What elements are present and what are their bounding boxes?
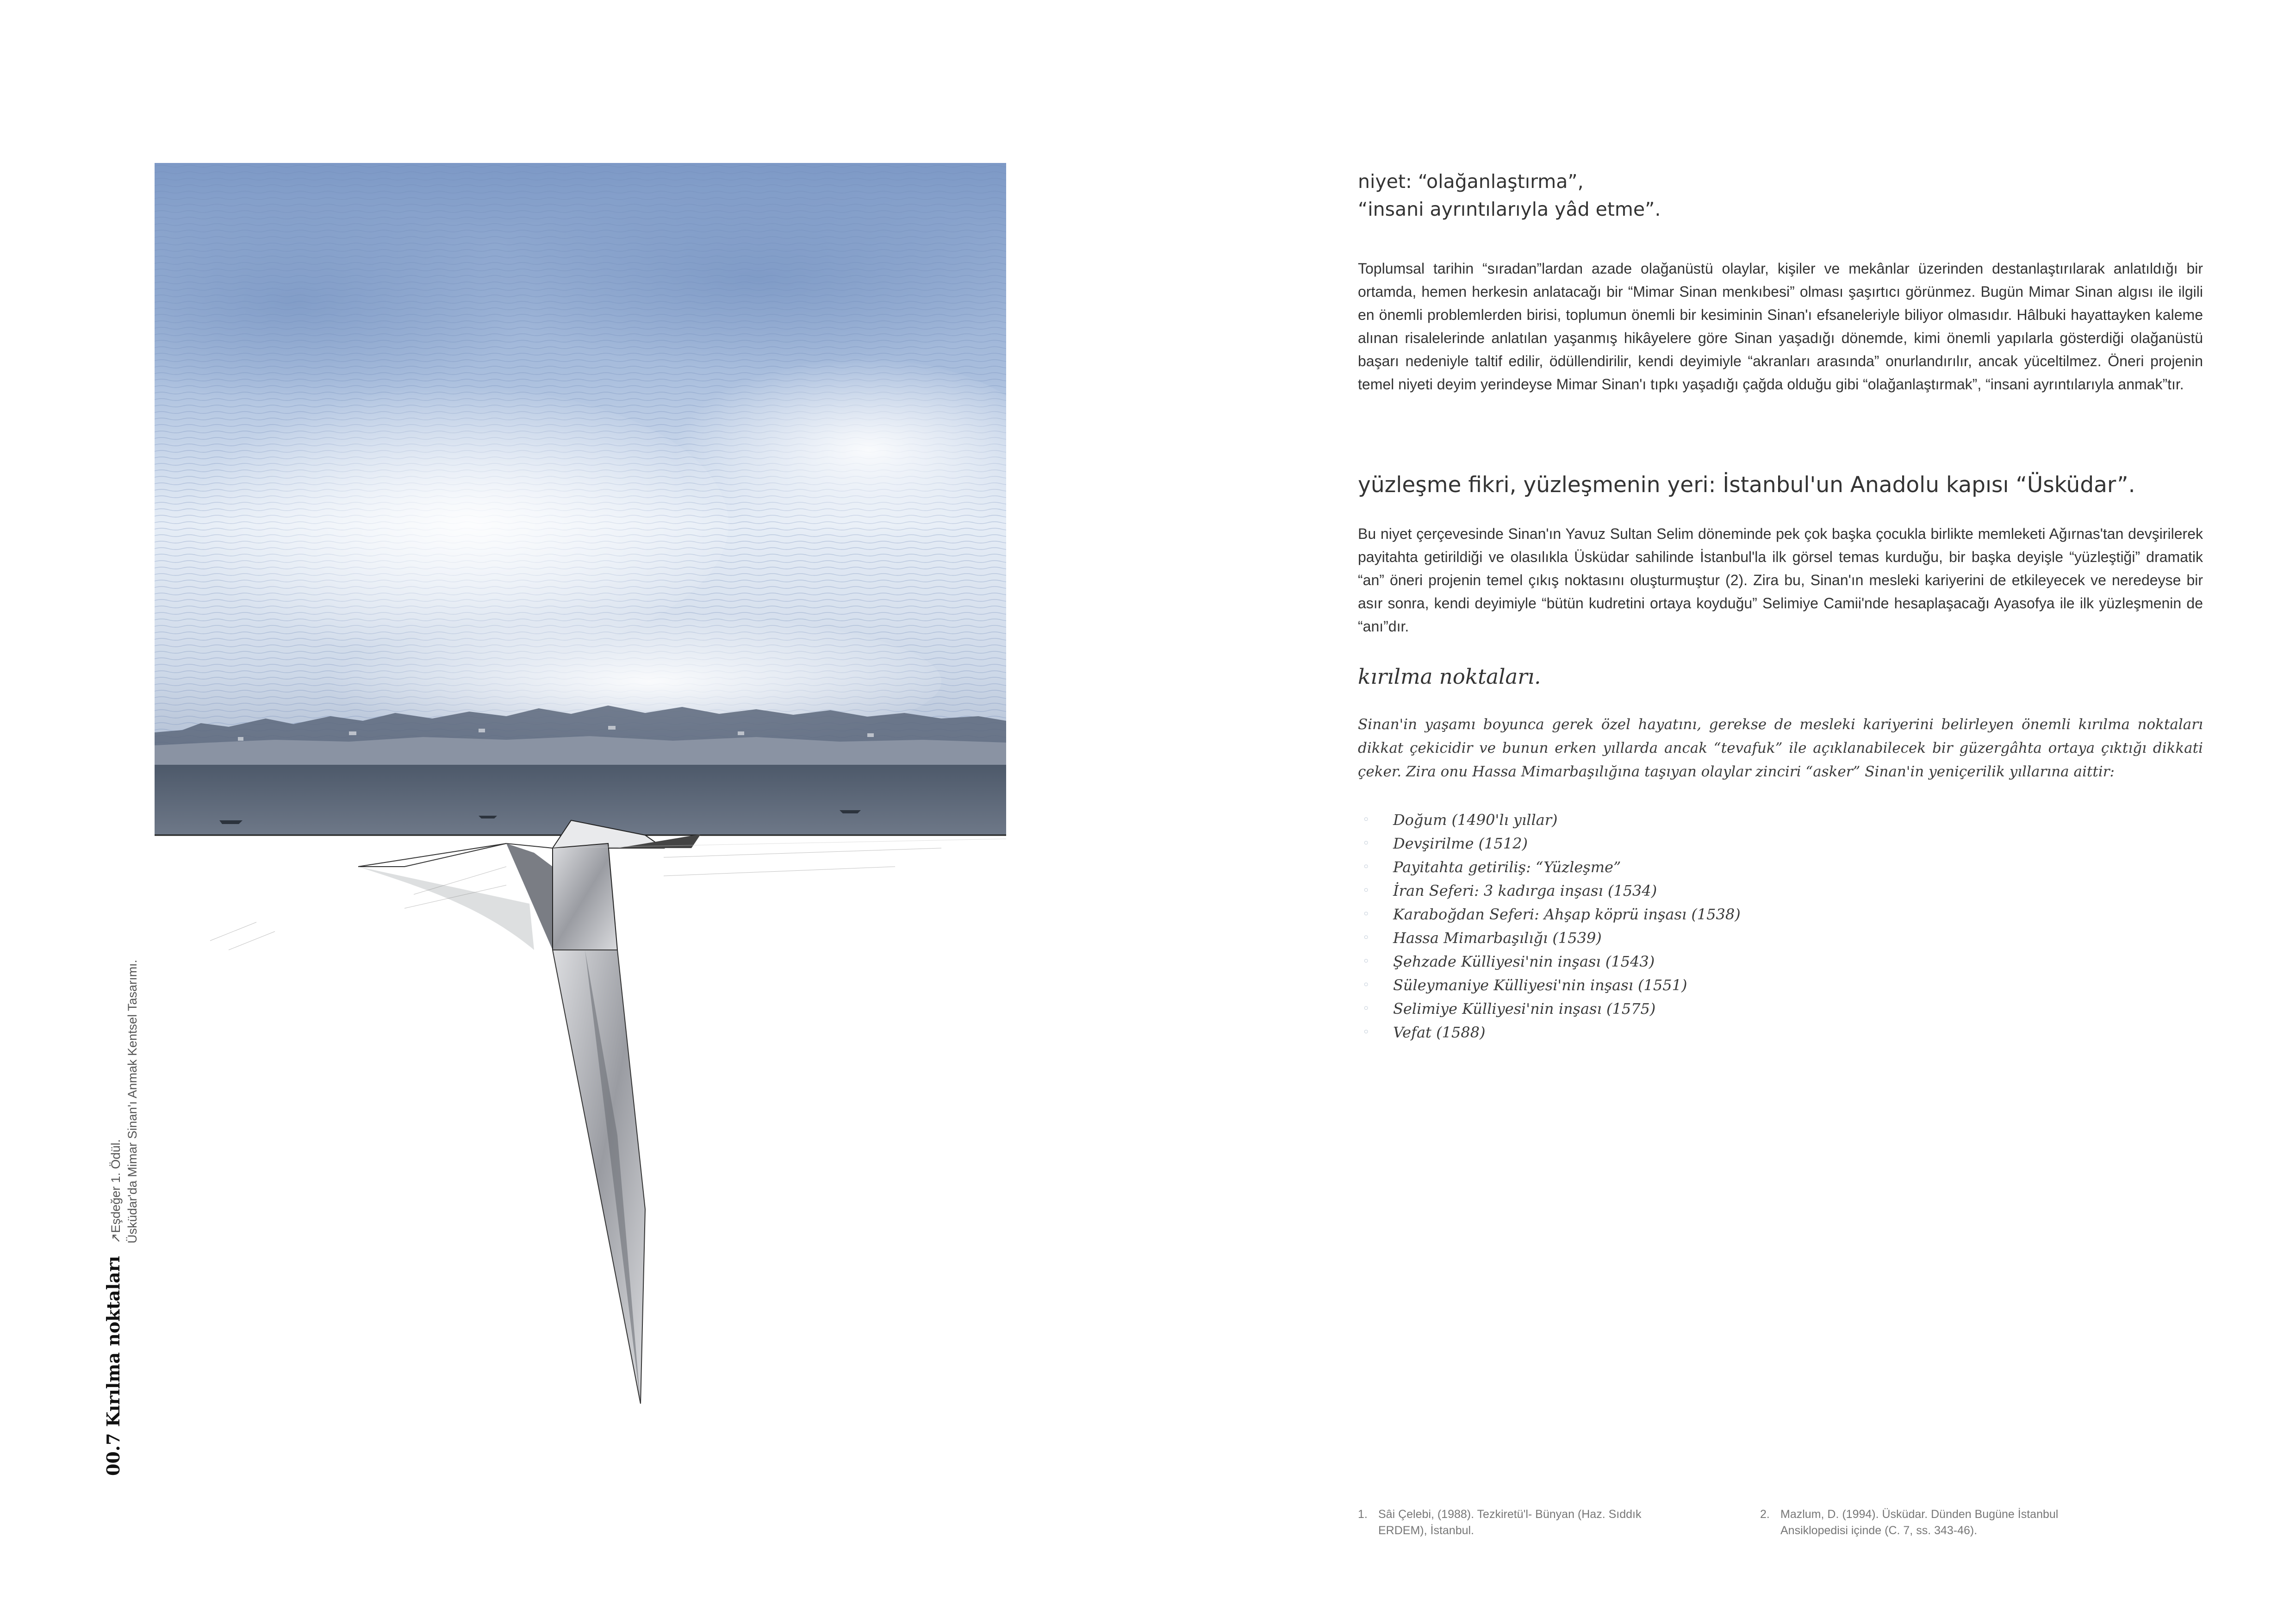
bullet-icon: ◦ xyxy=(1363,955,1370,968)
intro-heading xyxy=(1358,168,2203,223)
paragraph-breaking-points: Sinan'in yaşamı boyunca gerek özel hayatını, gerekse de mesleki kariyerini belirleyen önemli kırılma noktaları dikkat çekicidir ve bunun erken yıllarda ancak “tevafuk” ile açıklanabilecek bir güzergâhta ortaya çıktığı dikkati çeker. Zira onu Hassa Mimarbaşılığına taşıyan olaylar zinciri “asker” Sinan'in yeniçerilik yıllarına aittir: xyxy=(1358,716,2203,780)
list-item: ◦ Doğum (1490'lı yıllar) xyxy=(1358,808,1960,832)
list-item: ◦ Hassa Mimarbaşılığı (1539) xyxy=(1358,926,1960,950)
bullet-icon: ◦ xyxy=(1363,907,1370,921)
paragraph-confrontation: Bu niyet çerçevesinde Sinan'ın Yavuz Sultan Selim döneminde pek çok başka çocukla birlikte memleketi Ağırnas'tan devşirilerek payitahta getirildiği ve olasılıkla Üsküdar sahilinde İstanbul'la ilk görsel temas kurduğu, bir başka deyişle “yüzleştiği” dramatik “an” öneri projenin temel çıkış noktasını oluşturmuştur (2). Zira bu, Sinan'ın mesleki kariyerini de etkileyecek ve neredeyse bir asır sonra, kendi deyimiyle “bütün kudretini ortaya koyduğu” Selimiye Camii'nde hesaplaşacağı Ayasofya ile ilk yüzleşmenin de “anı”dır. xyxy=(1358,525,2203,635)
bullet-icon: ◦ xyxy=(1363,860,1370,874)
section-heading-breaking-points: kırılma noktaları. xyxy=(1358,664,1541,689)
project-illustration xyxy=(155,163,1006,1478)
list-item: ◦ Selimiye Külliyesi'nin inşası (1575) xyxy=(1358,997,1960,1021)
right-page xyxy=(1148,0,2296,1624)
section-title: 00.7 Kırılma noktaları xyxy=(103,1255,124,1476)
bullet-icon: ◦ xyxy=(1363,1002,1370,1016)
timeline-list xyxy=(1358,808,1960,1044)
bullet-icon: ◦ xyxy=(1363,813,1370,827)
figure-caption xyxy=(107,960,141,1243)
bullet-icon: ◦ xyxy=(1363,978,1370,992)
footnote-text: Sâi Çelebi, (1988). Tezkiretü'l- Bünyan (Haz. Sıddık ERDEM), İstanbul. xyxy=(1378,1508,1642,1537)
paragraph-intention: Toplumsal tarihin “sıradan”lardan azade olağanüstü olaylar, kişiler ve mekânlar üzerinden destanlaştırılarak anlatıldığı bir ortamda, hemen herkesin anlatacağı bir “Mimar Sinan menkıbesi” olması şaşırtıcı görünmez. Bugün Mimar Sinan algısı ile ilgili en önemli problemlerden birisi, toplumun önemli bir kesiminin Sinan'ı efsaneleriyle biliyor olmasıdır. Hâlbuki hayattayken kaleme alınan risalelerinde anlatılan yaşanmış hikâyelere göre Sinan yaşadığı dönemde, kimi önemli yapılarla gösterdiği olağanüstü başarı nedeniyle taltif edilir, ödüllendirilir, kendi deyimiyle “akranları arasında” onurlandırılır, ancak yüceltilmez. Öneri projenin temel niyeti deyim yerindeyse Mimar Sinan'ı tıpkı yaşadığı çağda olduğu gibi “olağanlaştırmak”, “insani ayrıntılarıyla anmak”tır. xyxy=(1358,260,2203,393)
list-item: ◦ Süleymaniye Külliyesi'nin inşası (1551) xyxy=(1358,974,1960,997)
footnote-2 xyxy=(1760,1506,2084,1539)
footnote-number: 2. xyxy=(1760,1508,1770,1521)
bullet-icon: ◦ xyxy=(1363,931,1370,945)
footnote-number: 1. xyxy=(1358,1508,1368,1521)
footnote-1 xyxy=(1358,1506,1682,1539)
list-item: ◦ Vefat (1588) xyxy=(1358,1021,1960,1044)
wedge-structure xyxy=(210,820,1006,1404)
list-item: ◦ Payitahta getiriliş: “Yüzleşme” xyxy=(1358,856,1960,879)
list-item: ◦ İran Seferi: 3 kadırga inşası (1534) xyxy=(1358,879,1960,903)
sky xyxy=(155,163,1006,765)
caption-line-award: ↗Eşdeğer 1. Ödül. xyxy=(109,1139,123,1243)
bullet-icon: ◦ xyxy=(1363,1025,1370,1039)
intro-line-1: niyet: “olağanlaştırma”, xyxy=(1358,170,1584,193)
list-item: ◦ Karaboğdan Seferi: Ahşap köprü inşası (1538) xyxy=(1358,903,1960,926)
list-item: ◦ Şehzade Külliyesi'nin inşası (1543) xyxy=(1358,950,1960,974)
bullet-icon: ◦ xyxy=(1363,884,1370,898)
intro-line-2: “insani ayrıntılarıyla yâd etme”. xyxy=(1358,198,1661,220)
bullet-icon: ◦ xyxy=(1363,837,1370,850)
section-heading-confrontation: yüzleşme fikri, yüzleşmenin yeri: İstanbul'un Anadolu kapısı “Üsküdar”. xyxy=(1358,472,2135,498)
footnote-text: Mazlum, D. (1994). Üsküdar. Dünden Bugüne İstanbul Ansiklopedisi içinde (C. 7, ss. 343-46). xyxy=(1780,1508,2059,1537)
list-item: ◦ Devşirilme (1512) xyxy=(1358,832,1960,856)
caption-line-project: Üsküdar'da Mimar Sinan'ı Anmak Kentsel Tasarımı. xyxy=(125,959,139,1243)
